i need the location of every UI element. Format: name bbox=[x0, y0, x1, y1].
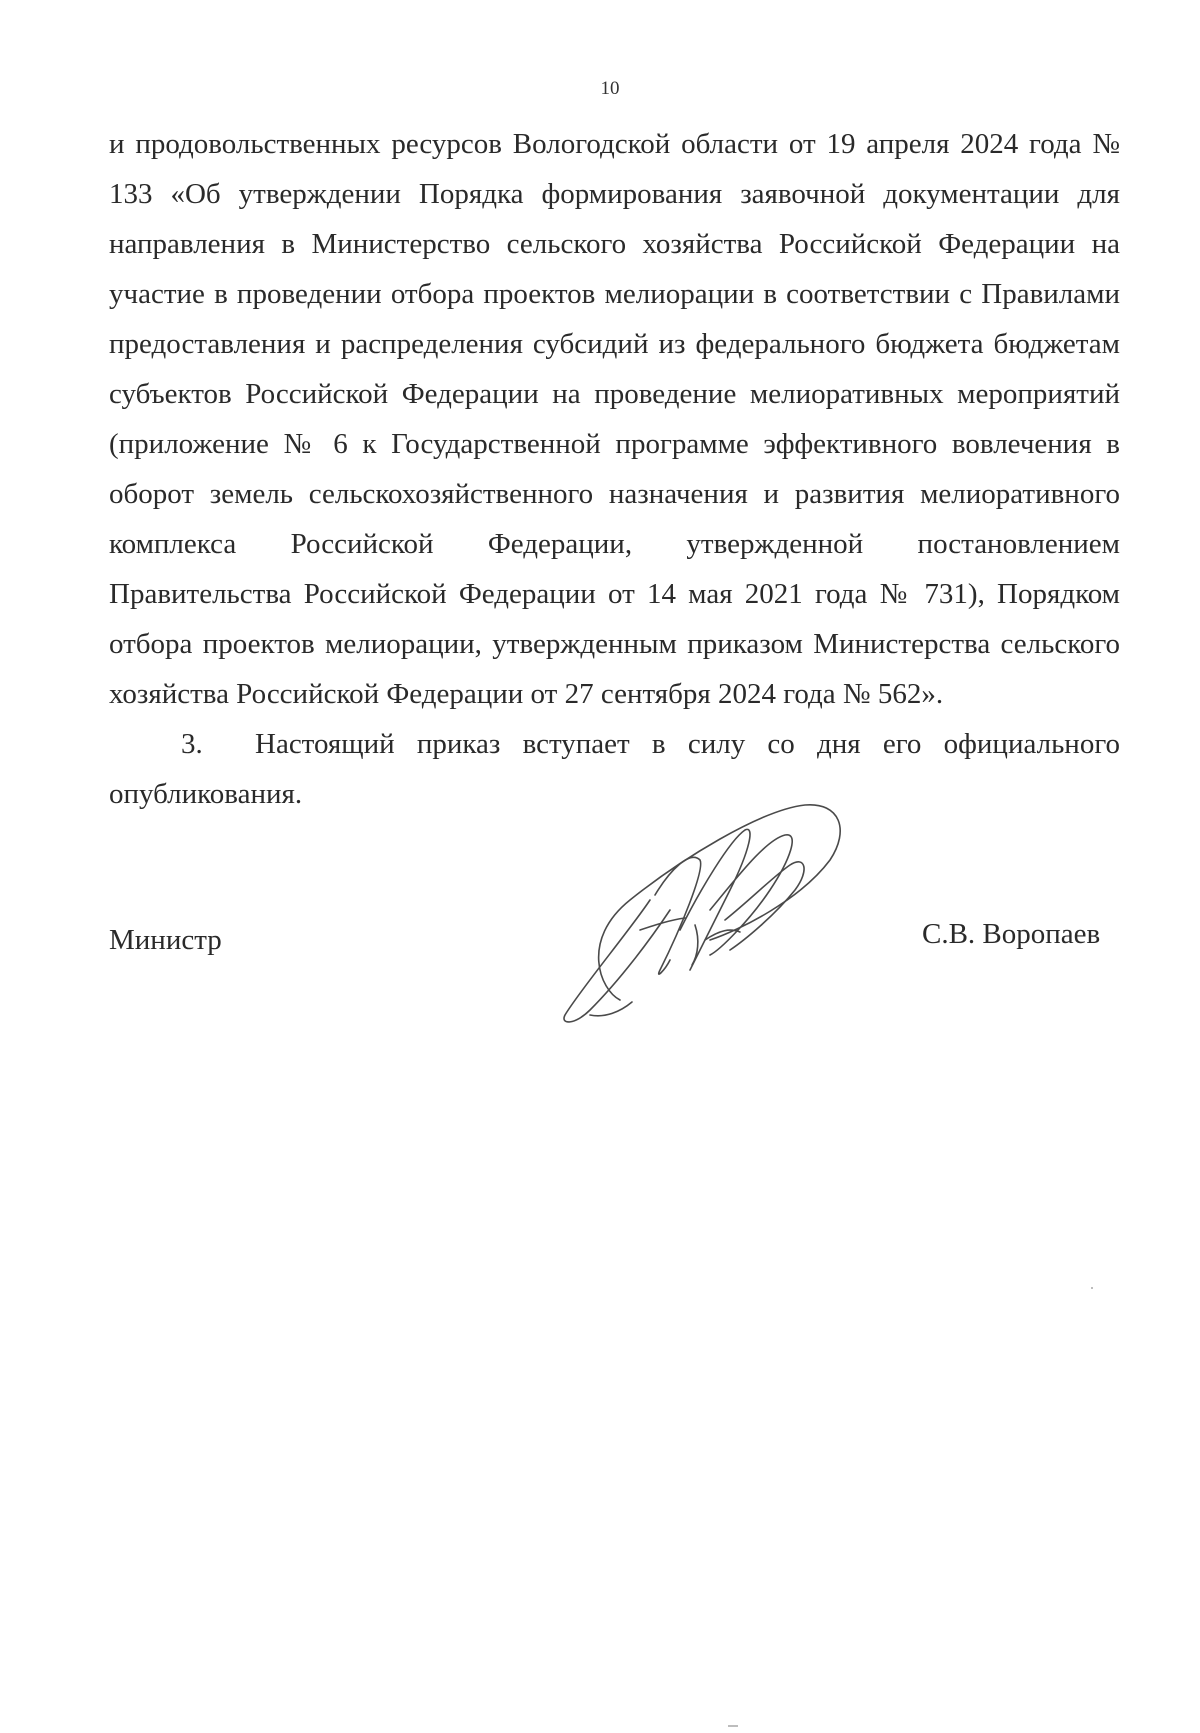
scan-artifact bbox=[728, 1725, 738, 1727]
clause-text: Настоящий приказ вступает в силу со дня его официального опубликования. bbox=[109, 728, 1120, 810]
page-number: 10 bbox=[600, 78, 620, 99]
paragraph: и продовольственных ресурсов Вологодской области от 19 апреля 2024 года № 133 «Об утверждении Порядка формирования заявочной документации для направления в Министерство сельского хозяйства Российской Федерации на участие в проведении отбора проектов мелиорации в соответствии с Правилами предоставления и распределения субсидий из федерального бюджета бюджетам субъектов Российской Федерации на проведение мелиоративных мероприятий (приложение № 6 к Государственной программе эффективного вовлечения в оборот земель сельскохозяйственного назначения и развития мелиоративного комплекса Российской Федерации, утвержденной постановлением Правительства Российской Федерации от 14 мая 2021 года № 731), Порядком отбора проектов мелиорации, утвержденным приказом Министерства сельского хозяйства Российской Федерации от 27 сентября 2024 года № 562». bbox=[109, 128, 1120, 710]
document-body bbox=[109, 119, 1120, 819]
handwritten-signature bbox=[560, 790, 880, 1030]
signer-name: С.В. Воропаев bbox=[922, 918, 1101, 950]
scan-artifact bbox=[1091, 1287, 1093, 1289]
clause-number: 3. bbox=[181, 728, 203, 760]
signer-position: Министр bbox=[109, 924, 222, 956]
